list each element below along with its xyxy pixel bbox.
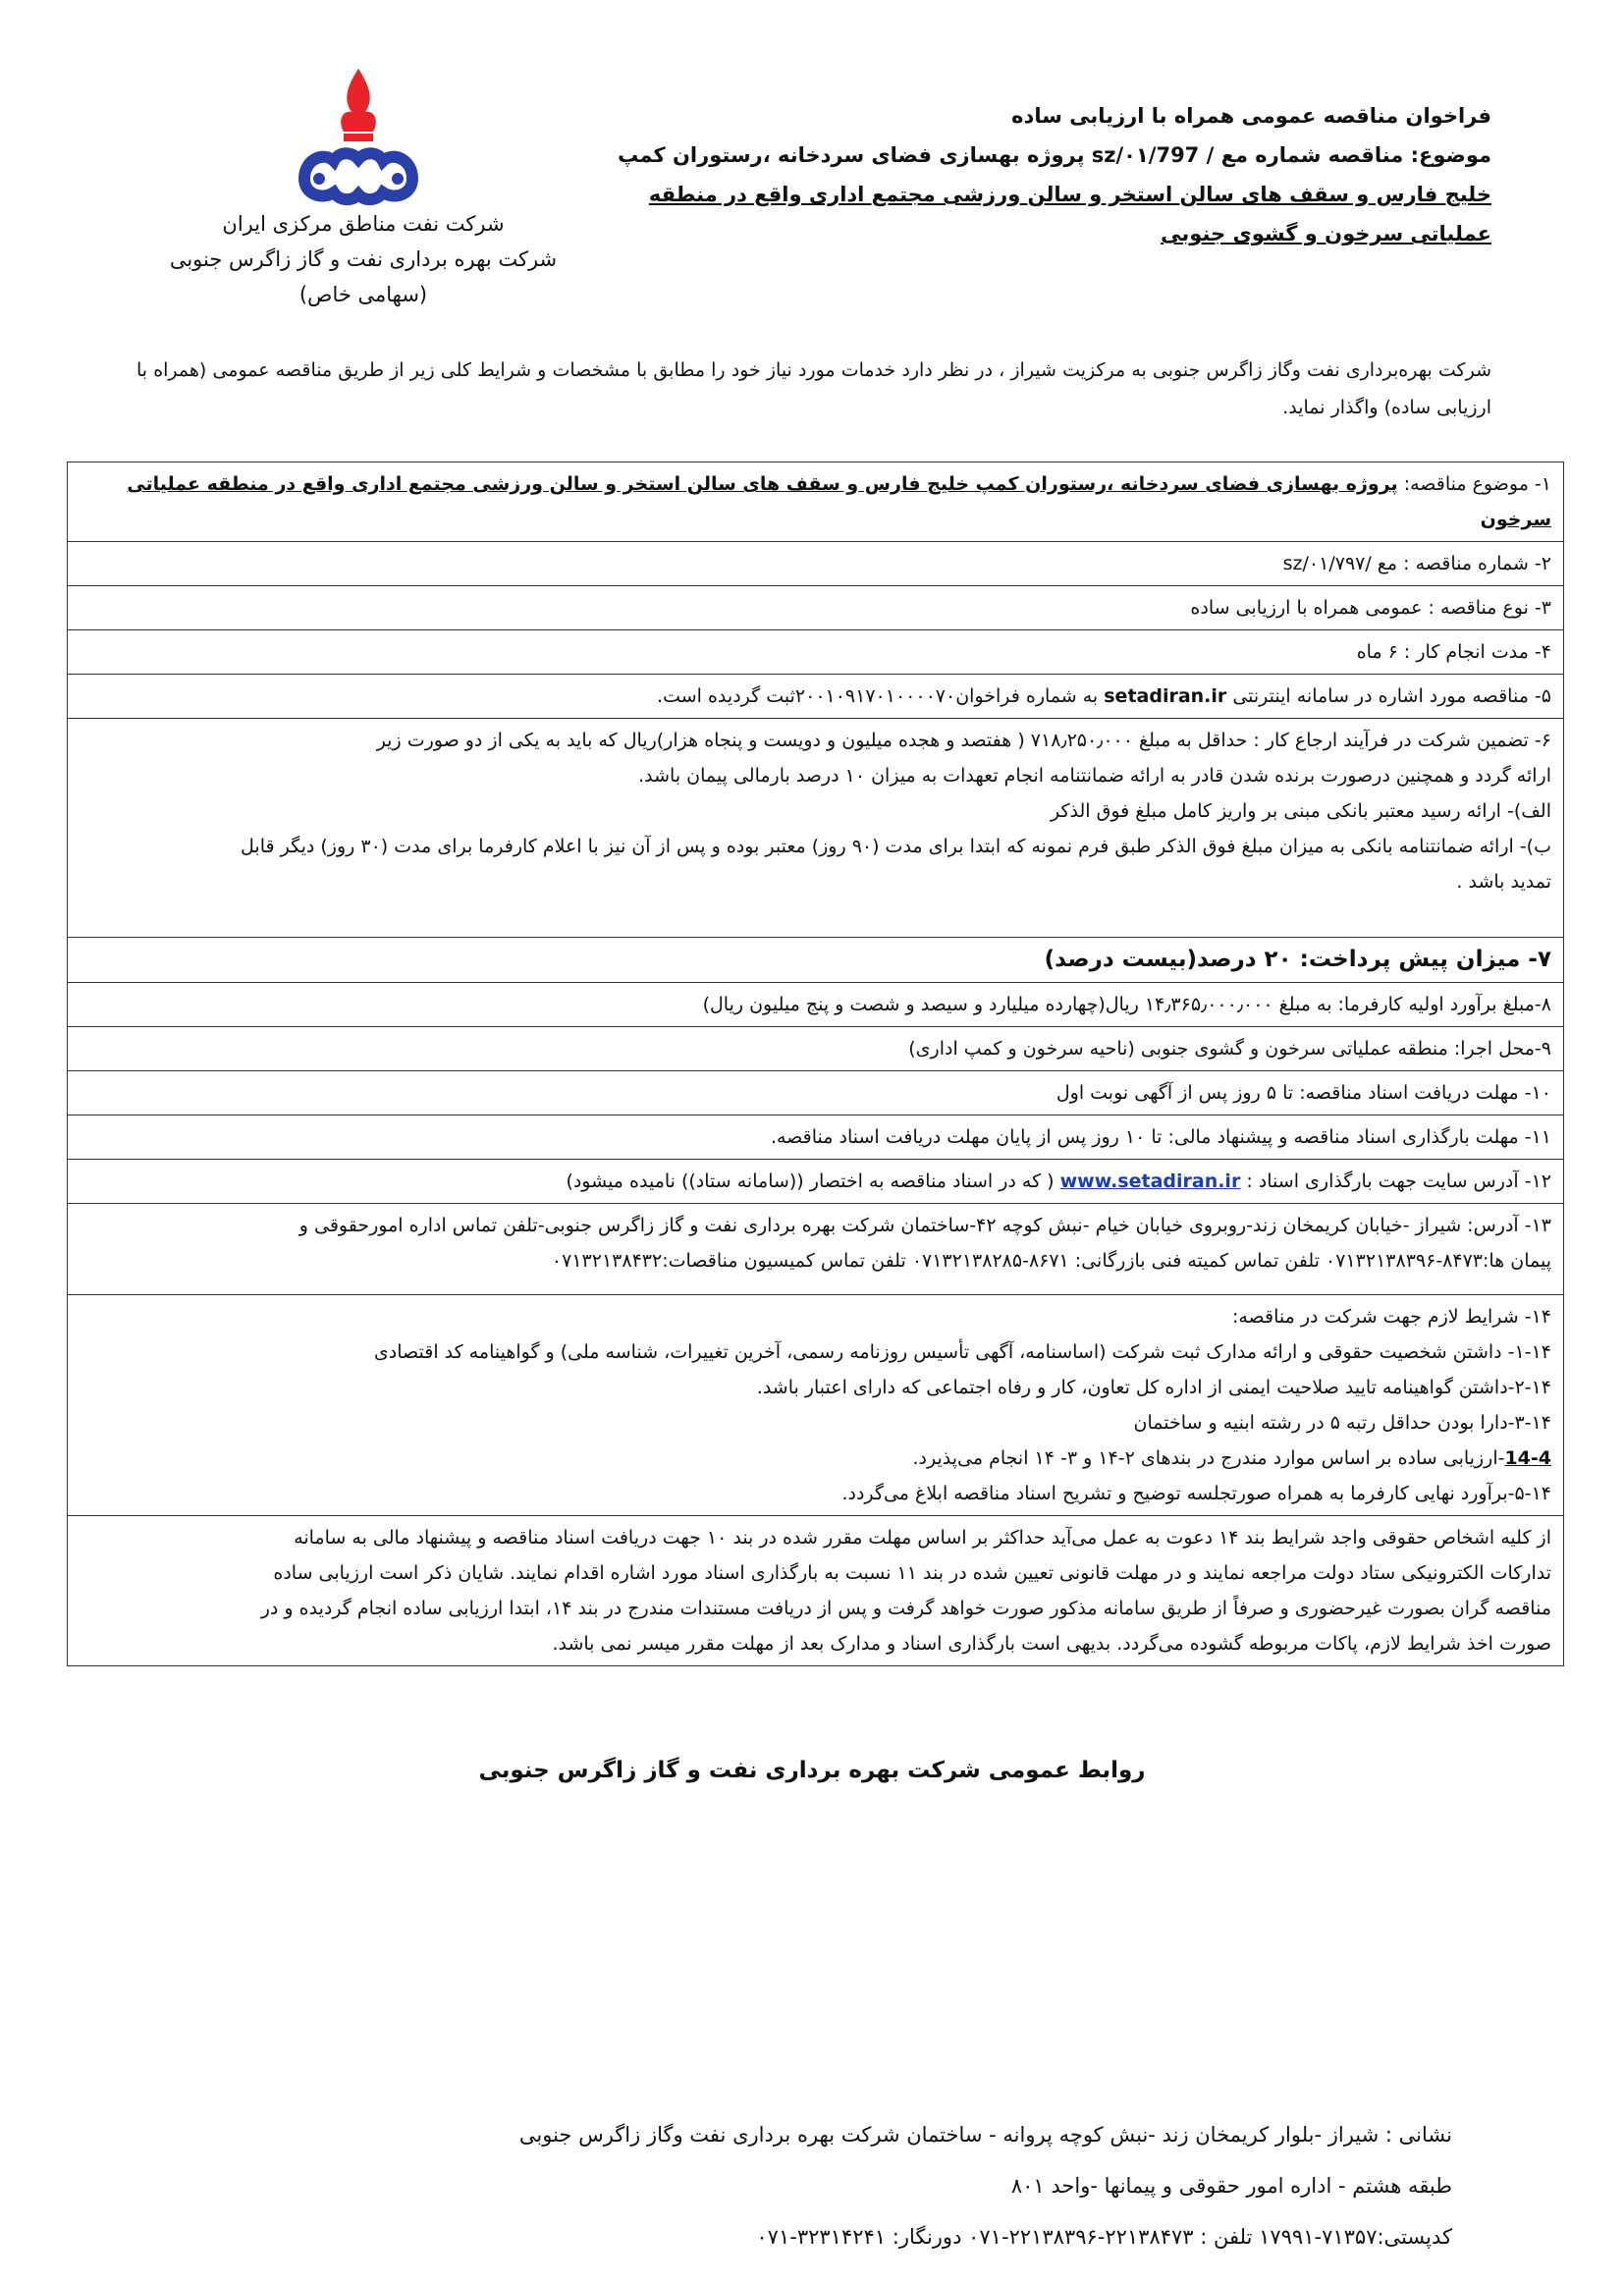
item-9-location: ۹-محل اجرا: منطقه عملیاتی سرخون و گشوی جنوبی (ناحیه سرخون و کمپ اداری) xyxy=(68,1027,1563,1071)
item-5-registration: ۵- مناقصه مورد اشاره در سامانه اینترنتی setadiran.ir به شماره فراخوان۲۰۰۱۰۹۱۷۰۱۰۰۰۰۷۰ثبت گردیده است. xyxy=(68,675,1563,719)
item-14-conditions: ۱۴- شرایط لازم جهت شرکت در مناقصه: ۱-۱۴- داشتن شخصیت حقوقی و ارائه مدارک ثبت شرکت (اساسنامه، آگهی تأسیس روزنامه رسمی، آخرین تغییرات، شناسه ملی) و گواهینامه کد اقتصادی ۲-۱۴-داشتن گواهینامه تایید صلاحیت ایمنی از اداره کل تعاون، کار و رفاه اجتماعی که دارای اعتبار باشد. ۳-۱۴-دارا بودن حداقل رتبه ۵ در رشته ابنیه و ساختمان 14-4-ارزیابی ساده بر اساس موارد مندرج در بندهای ۲-۱۴ و ۳- ۱۴ انجام می‌پذیرد. ۵-۱۴-برآورد نهایی کارفرما به همراه صورتجلسه توضیح و تشریح اسناد مناقصه ابلاغ می‌گردد. xyxy=(68,1295,1563,1516)
item-11-upload-deadline: ۱۱- مهلت بارگذاری اسناد مناقصه و پیشنهاد مالی: تا ۱۰ روز پس از پایان مهلت دریافت اسناد مناقصه. xyxy=(68,1115,1563,1160)
company-type: (سهامی خاص) xyxy=(298,283,428,306)
address-line-1: نشانی : شیراز -بلوار کریمخان زند -نبش کوچه پروانه - ساختمان شرکت بهره برداری نفت وگاز زاگرس جنوبی xyxy=(518,2123,1452,2147)
item-12-website: ۱۲- آدرس سایت جهت بارگذاری اسناد : www.setadiran.ir ( که در اسناد مناقصه به اختصار ((سامانه ستاد)) نامیده میشود) xyxy=(68,1160,1563,1204)
subject-line-2: خلیج فارس و سقف های سالن استخر و سالن ورزشی مجتمع اداری واقع در منطقه xyxy=(648,183,1491,206)
intro-paragraph: شرکت بهره‌برداری نفت وگاز زاگرس جنوبی به مرکزیت شیراز ، در نظر دارد خدمات مورد نیاز خود را مطابق با مشخصات و شرایط کلی زیر از طریق مناقصه عمومی (همراه با ارزیابی ساده) واگذار نماید. xyxy=(136,359,1491,418)
item-7-prepayment: ۷- میزان پیش پرداخت: ۲۰ درصد(بیست درصد) xyxy=(68,938,1563,983)
company-parent-name: شرکت نفت مناطق مرکزی ایران xyxy=(222,212,505,236)
setadiran-link[interactable]: www.setadiran.ir xyxy=(1059,1170,1241,1192)
subject-line-3: عملیاتی سرخون و گشوی جنوبی xyxy=(1161,222,1491,245)
company-info xyxy=(147,206,579,312)
item-6-guarantee: ۶- تضمین شرکت در فرآیند ارجاع کار : حداقل به مبلغ ۷۱۸٫۲۵۰٫۰۰۰ ( هفتصد و هجده میلیون و دویست و پنجاه هزار)ریال که باید به یکی از دو صورت زیر ارائه گردد و همچنین درصورت برنده شدن قادر به ارائه ضمانتنامه انجام تعهدات به میزان ۱۰ درصد بارمالی پیمان باشد. الف)- ارائه رسید معتبر بانکی مبنی بر واریز کامل مبلغ فوق الذکر ب)- ارائه ضمانتنامه بانکی به میزان مبلغ فوق الذکر طبق فرم نمونه که ابتدا برای مدت (۹۰ روز) معتبر بوده و پس از آن نیز با اعلام کارفرما برای مدت (۳۰ روز) دیگر قابل تمدید باشد . xyxy=(68,719,1563,938)
item-1-subject: ۱- موضوع مناقصه: پروژه بهسازی فضای سردخانه ،رستوران کمپ خلیج فارس و سقف های سالن استخر و سالن ورزشی مجتمع اداری واقع در منطقه عملیاتی سرخون xyxy=(68,462,1563,542)
item-13-address: ۱۳- آدرس: شیراز -خیابان کریمخان زند-روبروی خیابان خیام -نبش کوچه ۴۲-ساختمان شرکت بهره برداری نفت و گاز زاگرس جنوبی-تلفن تماس اداره امورحقوقی و پیمان ها:۸۴۷۳-۰۷۱۳۲۱۳۸۳۹۶ تلفن تماس کمیته فنی بازرگانی: ۸۶۷۱-۰۷۱۳۲۱۳۸۲۸۵ تلفن تماس کمیسیون مناقصات:۰۷۱۳۲۱۳۸۴۳۲ xyxy=(68,1204,1563,1295)
item-4-duration: ۴- مدت انجام کار : ۶ ماه xyxy=(68,630,1563,675)
item-2-tender-number: ۲- شماره مناقصه : مع /sz/۰۱/۷۹۷ xyxy=(68,542,1563,586)
contact-address xyxy=(215,2109,1452,2262)
tender-details-table xyxy=(67,462,1564,1666)
subject-line-1: موضوع: مناقصه شماره مع / sz/۰۱/797 پروژه بهسازی فضای سردخانه ،رستوران کمپ xyxy=(618,143,1491,167)
notice-title: فراخوان مناقصه عمومی همراه با ارزیابی ساده xyxy=(1011,104,1491,128)
item-8-estimate: ۸-مبلغ برآورد اولیه کارفرما: به مبلغ ۱۴٫۳۶۵٫۰۰۰٫۰۰۰ ریال(چهارده میلیارد و سیصد و شصت و پنج میلیون ریال) xyxy=(68,983,1563,1027)
company-name: شرکت بهره برداری نفت و گاز زاگرس جنوبی xyxy=(169,247,558,271)
setadiran-text: setadiran.ir xyxy=(1104,685,1227,707)
nioc-flame-logo xyxy=(285,61,432,208)
item-3-tender-type: ۳- نوع مناقصه : عمومی همراه با ارزیابی ساده xyxy=(68,586,1563,630)
address-line-3: کدپستی:۷۱۳۵۷-۱۷۹۹۱ تلفن : ۲۲۱۳۸۴۷۳-۲۲۱۳۸۳۹۶-۰۷۱ دورنگار: ۳۲۳۱۴۲۴۱-۰۷۱ xyxy=(756,2225,1452,2249)
public-relations-signature: روابط عمومی شرکت بهره برداری نفت و گاز زاگرس جنوبی xyxy=(478,1758,1146,1783)
address-line-2: طبقه هشتم - اداره امور حقوقی و پیمانها -واحد ۸۰۱ xyxy=(1010,2174,1452,2198)
notice-heading xyxy=(608,96,1491,253)
item-10-doc-deadline: ۱۰- مهلت دریافت اسناد مناقصه: تا ۵ روز پس از آگهی نوبت اول xyxy=(68,1071,1563,1115)
final-note: از کلیه اشخاص حقوقی واجد شرایط بند ۱۴ دعوت به عمل می‌آید حداکثر بر اساس مهلت مقرر شده در بند ۱۰ جهت دریافت اسناد مناقصه و پیشنهاد مالی به سامانه تدارکات الکترونیکی ستاد دولت مراجعه نمایند و در مهلت قانونی تعیین شده در بند ۱۱ نسبت به بارگذاری اسناد مورد اشاره اقدام نمایند. شایان ذکر است ارزیابی ساده مناقصه گران بصورت غیرحضوری و صرفاً از طریق سامانه مذکور صورت خواهد گرفت و پس از دریافت مستندات مندرج در بند ۱۴، ابتدا ارزیابی ساده انجام گردیده و در صورت اخذ شرایط لازم، پاکات مربوطه گشوده می‌گردد. بدیهی است بارگذاری اسناد و مدارک بعد از مهلت مقرر میسر نمی باشد. xyxy=(260,1527,1551,1655)
